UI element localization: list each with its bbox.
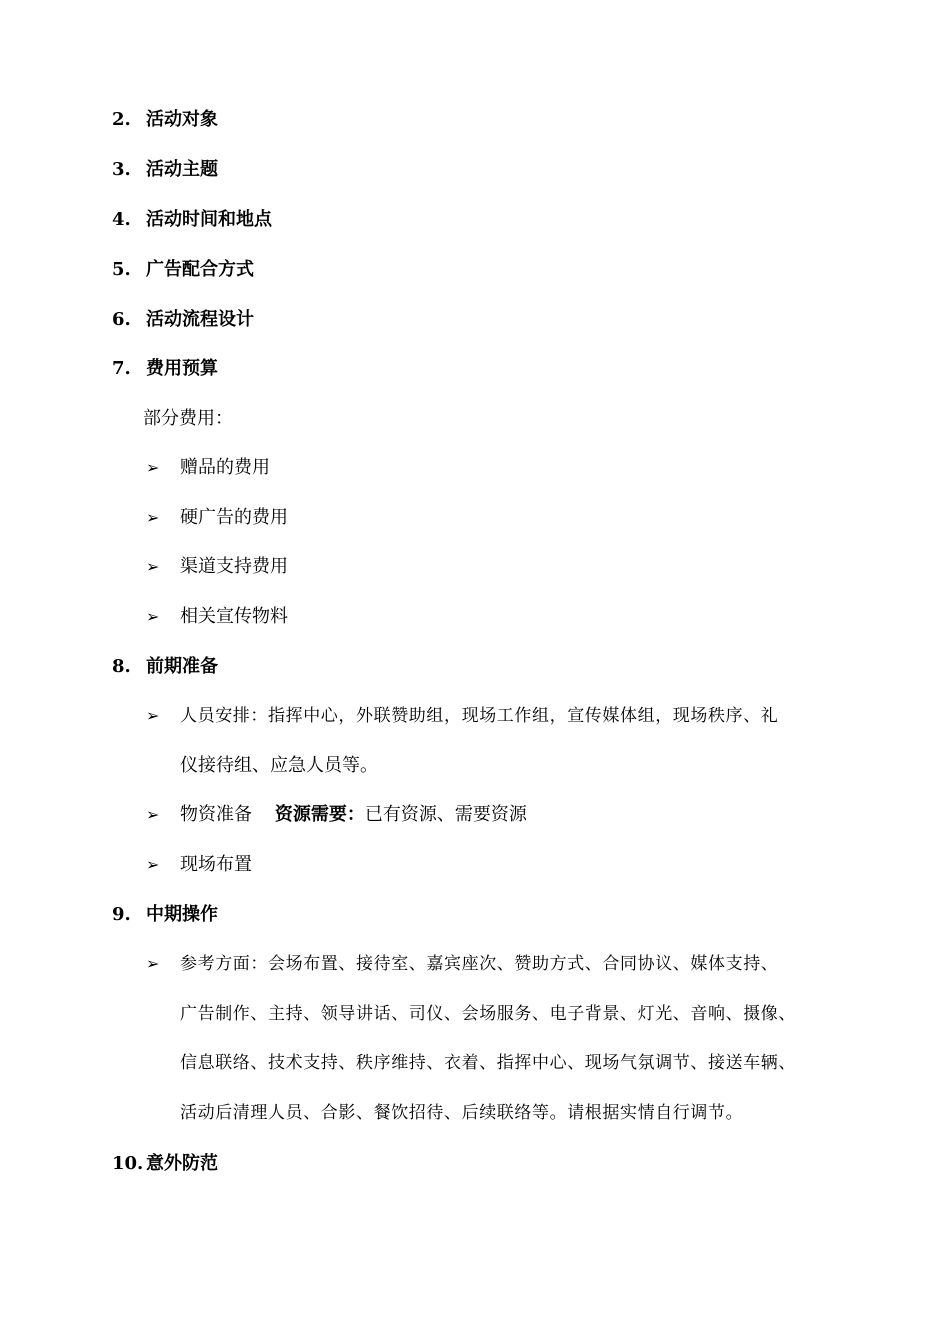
arrow-bullet-icon: ➢ [146,508,160,527]
arrow-bullet-icon: ➢ [146,557,160,576]
list-item-text: 赠品的费用 [180,457,270,478]
section-number: 4. [112,209,131,230]
list-item-text: 现场布置 [180,854,252,875]
section-title: 费用预算 [146,358,218,379]
list-item-text: 活动后清理人员、合影、餐饮招待、后续联络等。请根据实情自行调节。 [180,1103,744,1123]
section-number: 7. [112,358,131,379]
list-item-text: 硬广告的费用 [180,507,288,528]
list-item-text: 广告制作、主持、领导讲话、司仪、会场服务、电子背景、灯光、音响、摄像、 [180,1004,796,1024]
section-title: 活动主题 [146,159,218,180]
arrow-bullet-icon: ➢ [146,706,160,725]
section-number: 6. [112,309,131,330]
arrow-bullet-icon: ➢ [146,855,160,874]
section-title: 广告配合方式 [146,259,254,280]
list-item-text: 仪接待组、应急人员等。 [180,755,378,776]
section-title: 活动时间和地点 [146,209,272,230]
budget-intro: 部分费用： [143,408,233,429]
arrow-bullet-icon: ➢ [146,954,160,973]
list-item-text: 相关宣传物料 [180,606,288,627]
section-number: 5. [112,259,131,280]
list-item-text: 人员安排：指挥中心，外联赞助组，现场工作组，宣传媒体组，现场秩序、礼 [180,706,779,726]
arrow-bullet-icon: ➢ [146,458,160,477]
resources-value: 已有资源、需要资源 [364,804,527,825]
resources-label: 资源需要： [274,804,365,825]
arrow-bullet-icon: ➢ [146,805,160,824]
list-item-text: 信息联络、技术支持、秩序维持、衣着、指挥中心、现场气氛调节、接送车辆、 [180,1053,796,1073]
materials-label: 物资准备 [180,804,252,825]
list-item-text: 渠道支持费用 [180,556,288,577]
section-number: 3. [112,159,131,180]
section-title: 前期准备 [146,656,218,677]
section-title: 意外防范 [146,1153,218,1174]
section-title: 中期操作 [146,904,218,925]
arrow-bullet-icon: ➢ [146,607,160,626]
list-item-text [180,803,527,827]
section-number: 9. [112,904,131,925]
section-title: 活动对象 [146,109,218,130]
section-number: 2. [112,109,131,130]
section-number: 10. [112,1153,144,1174]
list-item-text: 参考方面：会场布置、接待室、嘉宾座次、赞助方式、合同协议、媒体支持、 [180,954,779,974]
section-number: 8. [112,656,131,677]
section-title: 活动流程设计 [146,309,254,330]
